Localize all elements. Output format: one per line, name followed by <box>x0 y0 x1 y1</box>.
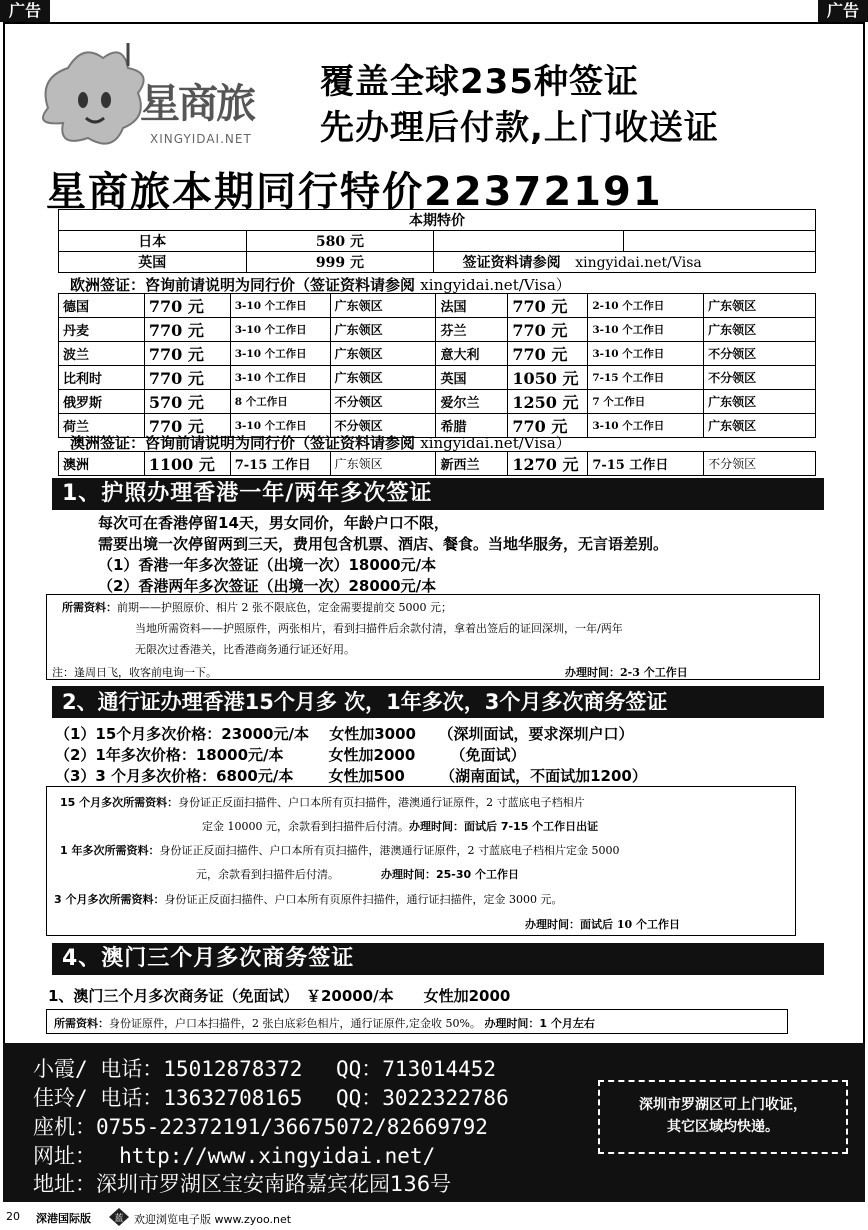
headline-2: 先办理后付款,上门收送证 <box>320 108 719 148</box>
price-cell: 770 元 <box>508 342 588 366</box>
europe-heading-text: 欧洲签证：咨询前请说明为同行价（签证资料请参阅 <box>70 276 416 294</box>
contact-line-5: 地址：深圳市罗湖区宝安南路嘉宾花园136号 <box>33 1172 452 1196</box>
days-cell: 7 个工作日 <box>588 390 704 414</box>
days-cell: 3-10 个工作日 <box>230 342 330 366</box>
days-cell: 3-10 个工作日 <box>588 414 704 438</box>
australia-heading-text: 澳洲签证：咨询前请说明为同行价（签证资料请参阅 <box>70 434 416 452</box>
contact-line-4: 网址： http://www.xingyidai.net/ <box>33 1144 436 1168</box>
table-row <box>59 252 816 273</box>
region-cell: 广东领区 <box>330 452 436 476</box>
region-cell: 不分领区 <box>704 452 816 476</box>
region-cell: 不分领区 <box>330 414 436 438</box>
info-cell <box>624 231 816 252</box>
sec1-note: 注：逢周日飞，收客前电询一下。 <box>52 666 217 679</box>
days-cell: 2-10 个工作日 <box>588 294 704 318</box>
price-cell: 770 元 <box>144 414 230 438</box>
price-cell: 770 元 <box>508 294 588 318</box>
sec2-req1-time: 办理时间：面试后 7-15 个工作日出证 <box>409 820 599 833</box>
sec2-line-3: （3）3 个月多次价格：6800元/本 女性加500 （湖南面试，不面试加1200） <box>55 767 647 785</box>
visa-info-url: xingyidai.net/Visa <box>575 255 702 271</box>
price-cell: 770 元 <box>508 414 588 438</box>
section-2-title: 2、通行证办理香港15个月多 次，1年多次，3个月多次商务签证 <box>52 686 824 718</box>
region-cell: 不分领区 <box>704 342 816 366</box>
table-row <box>59 452 816 476</box>
days-cell: 3-10 个工作日 <box>588 318 704 342</box>
sec1-req-line-2: 当地所需资料——护照原件，两张相片，看到扫描件后余款付清，拿着出签后的证回深圳，一年/两年 <box>135 622 623 635</box>
info-cell <box>434 231 624 252</box>
table-row <box>59 366 816 390</box>
sec1-req-label: 所需资料： <box>62 601 117 614</box>
table-row <box>59 231 816 252</box>
sec2-req2-time: 办理时间：25-30 个工作日 <box>380 868 519 881</box>
sec4-line: 1、澳门三个月多次商务证（免面试） ￥20000/本 女性加2000 <box>48 987 511 1005</box>
days-cell: 3-10 个工作日 <box>230 318 330 342</box>
visa-info-cell <box>434 252 816 273</box>
australia-heading-url: xingyidai.net/Visa） <box>420 434 571 452</box>
region-cell: 广东领区 <box>330 342 436 366</box>
delivery-note-1: 深圳市罗湖区可上门收证， <box>639 1097 807 1113</box>
headline-1: 覆盖全球235种签证 <box>320 62 639 102</box>
sec1-line-1: 每次可在香港停留14天，男女同价，年龄户口不限， <box>98 514 449 532</box>
sec1-time: 办理时间：2-3 个工作日 <box>565 666 688 679</box>
sec1-req-line-1 <box>62 599 452 615</box>
logo-url: XINGYIDAI.NET <box>150 132 252 146</box>
price-cell: 770 元 <box>144 366 230 390</box>
sec4-req-label: 所需资料： <box>54 1017 109 1030</box>
price-cell: 770 元 <box>144 342 230 366</box>
europe-heading <box>70 274 571 295</box>
country-cell: 丹麦 <box>59 318 145 342</box>
sec2-req3-label: 3 个月多次所需资料： <box>54 893 165 906</box>
country-cell: 日本 <box>59 231 247 252</box>
days-cell: 7-15 个工作日 <box>588 366 704 390</box>
days-cell: 3-10 个工作日 <box>230 366 330 390</box>
sec4-req-text: 身份证原件，户口本扫描件，2 张白底彩色相片，通行证原件,定金收 50%。 <box>109 1017 481 1030</box>
sec2-req2b <box>196 866 519 882</box>
contact-line-2: 佳玲/ 电话：13632708165 QQ：3022322786 <box>33 1086 509 1110</box>
country-cell: 英国 <box>59 252 247 273</box>
section-4-title: 4、澳门三个月多次商务签证 <box>52 943 824 975</box>
country-cell: 法国 <box>436 294 508 318</box>
sec2-req1 <box>60 794 585 810</box>
sec2-line-1: （1）15个月多次价格：23000元/本 女性加3000 （深圳面试，要求深圳户口） <box>55 725 634 743</box>
country-cell: 荷兰 <box>59 414 145 438</box>
sec1-req-line-3: 无限次过香港关，比香港商务通行证还好用。 <box>135 643 355 656</box>
sec2-req1b <box>202 818 598 834</box>
country-cell: 希腊 <box>436 414 508 438</box>
sec2-req1-text: 身份证正反面扫描件、户口本所有页扫描件，港澳通行证原件，2 寸蓝底电子档相片 <box>178 796 585 809</box>
country-cell: 比利时 <box>59 366 145 390</box>
price-cell: 999 元 <box>246 252 434 273</box>
price-cell: 1270 元 <box>508 452 588 476</box>
ad-label-left: 广告 <box>0 0 50 22</box>
country-cell: 意大利 <box>436 342 508 366</box>
sec1-line-4: （2）香港两年多次签证（出境一次）28000元/本 <box>98 577 437 595</box>
table-row <box>59 390 816 414</box>
newspaper-emblem-icon <box>108 1207 130 1227</box>
section-1-title: 1、护照办理香港一年/两年多次签证 <box>52 478 824 510</box>
region-cell: 广东领区 <box>704 318 816 342</box>
country-cell: 芬兰 <box>436 318 508 342</box>
price-cell: 580 元 <box>246 231 434 252</box>
svg-text:蓝: 蓝 <box>114 1214 124 1224</box>
country-cell: 澳洲 <box>59 452 145 476</box>
sec2-req3 <box>54 891 562 907</box>
sec2-req1-label: 15 个月多次所需资料： <box>60 796 179 809</box>
sec4-req <box>54 1015 595 1031</box>
days-cell: 3-10 个工作日 <box>588 342 704 366</box>
price-cell: 570 元 <box>144 390 230 414</box>
days-cell: 3-10 个工作日 <box>230 294 330 318</box>
contact-line-3: 座机：0755-22372191/36675072/82669792 <box>33 1115 488 1139</box>
logo-name: 星商旅 <box>140 80 254 127</box>
sec1-line-2: 需要出境一次停留两到三天，费用包含机票、酒店、餐食。当地华服务，无言语差别。 <box>98 535 669 553</box>
sec4-time: 办理时间：1 个月左右 <box>484 1017 595 1030</box>
price-cell: 1250 元 <box>508 390 588 414</box>
sec2-req3-text: 身份证正反面扫描件、户口本所有页原件扫描件，通行证扫描件，定金 3000 元。 <box>164 893 563 906</box>
sec2-req3-time: 办理时间：面试后 10 个工作日 <box>525 918 680 931</box>
region-cell: 广东领区 <box>330 318 436 342</box>
sec1-line-3: （1）香港一年多次签证（出境一次）18000元/本 <box>98 556 437 574</box>
australia-visa-table <box>58 451 816 476</box>
edition-label: 深港国际版 <box>36 1212 91 1225</box>
price-cell: 770 元 <box>144 294 230 318</box>
delivery-note-box <box>598 1080 848 1154</box>
country-cell: 新西兰 <box>436 452 508 476</box>
ad-label-right: 广告 <box>818 0 868 22</box>
footer <box>0 1206 868 1230</box>
days-cell: 3-10 个工作日 <box>230 414 330 438</box>
sec2-req2b-text: 元，余款看到扫描件后付清。 <box>196 868 339 881</box>
page-title: 星商旅本期同行特价22372191 <box>46 169 663 215</box>
price-cell: 1050 元 <box>508 366 588 390</box>
days-cell: 7-15 工作日 <box>588 452 704 476</box>
contact-panel <box>3 1043 865 1202</box>
country-cell: 德国 <box>59 294 145 318</box>
country-cell: 爱尔兰 <box>436 390 508 414</box>
region-cell: 不分领区 <box>330 390 436 414</box>
price-cell: 1100 元 <box>144 452 230 476</box>
region-cell: 广东领区 <box>704 390 816 414</box>
contact-line-1: 小霞/ 电话：15012878372 QQ：713014452 <box>33 1057 497 1081</box>
europe-visa-table <box>58 293 816 438</box>
days-cell: 7-15 工作日 <box>230 452 330 476</box>
special-price-table <box>58 209 816 273</box>
price-cell: 770 元 <box>144 318 230 342</box>
sec2-req2-label: 1 年多次所需资料： <box>60 844 160 857</box>
country-cell: 英国 <box>436 366 508 390</box>
region-cell: 广东领区 <box>704 294 816 318</box>
visa-info-label: 签证资料请参阅 <box>462 255 561 271</box>
delivery-note-2: 其它区域均快递。 <box>667 1119 779 1135</box>
region-cell: 广东领区 <box>330 294 436 318</box>
table-row <box>59 318 816 342</box>
country-cell: 波兰 <box>59 342 145 366</box>
days-cell: 8 个工作日 <box>230 390 330 414</box>
europe-heading-url: xingyidai.net/Visa） <box>420 276 571 294</box>
table-row <box>59 294 816 318</box>
sec1-req-text: 前期——护照原价、相片 2 张不限底色，定金需要提前交 5000 元； <box>117 601 452 614</box>
sec2-line-2: （2）1年多次价格：18000元/本 女性加2000 （免面试） <box>55 746 526 764</box>
country-cell: 俄罗斯 <box>59 390 145 414</box>
special-caption: 本期特价 <box>59 210 816 231</box>
sec2-req2-text: 身份证正反面扫描件、户口本所有页扫描件，港澳通行证原件，2 寸蓝底电子档相片定金 5000 <box>159 844 620 857</box>
price-cell: 770 元 <box>508 318 588 342</box>
region-cell: 广东领区 <box>330 366 436 390</box>
sec2-req1b-text: 定金 10000 元，余款看到扫描件后付清。 <box>202 820 409 833</box>
page-number: 20 <box>6 1210 20 1223</box>
table-row <box>59 342 816 366</box>
sec2-req2 <box>60 842 619 858</box>
australia-heading <box>70 432 571 453</box>
welcome-text: 欢迎浏览电子版 www.zyoo.net <box>134 1213 292 1226</box>
region-cell: 不分领区 <box>704 366 816 390</box>
region-cell: 广东领区 <box>704 414 816 438</box>
